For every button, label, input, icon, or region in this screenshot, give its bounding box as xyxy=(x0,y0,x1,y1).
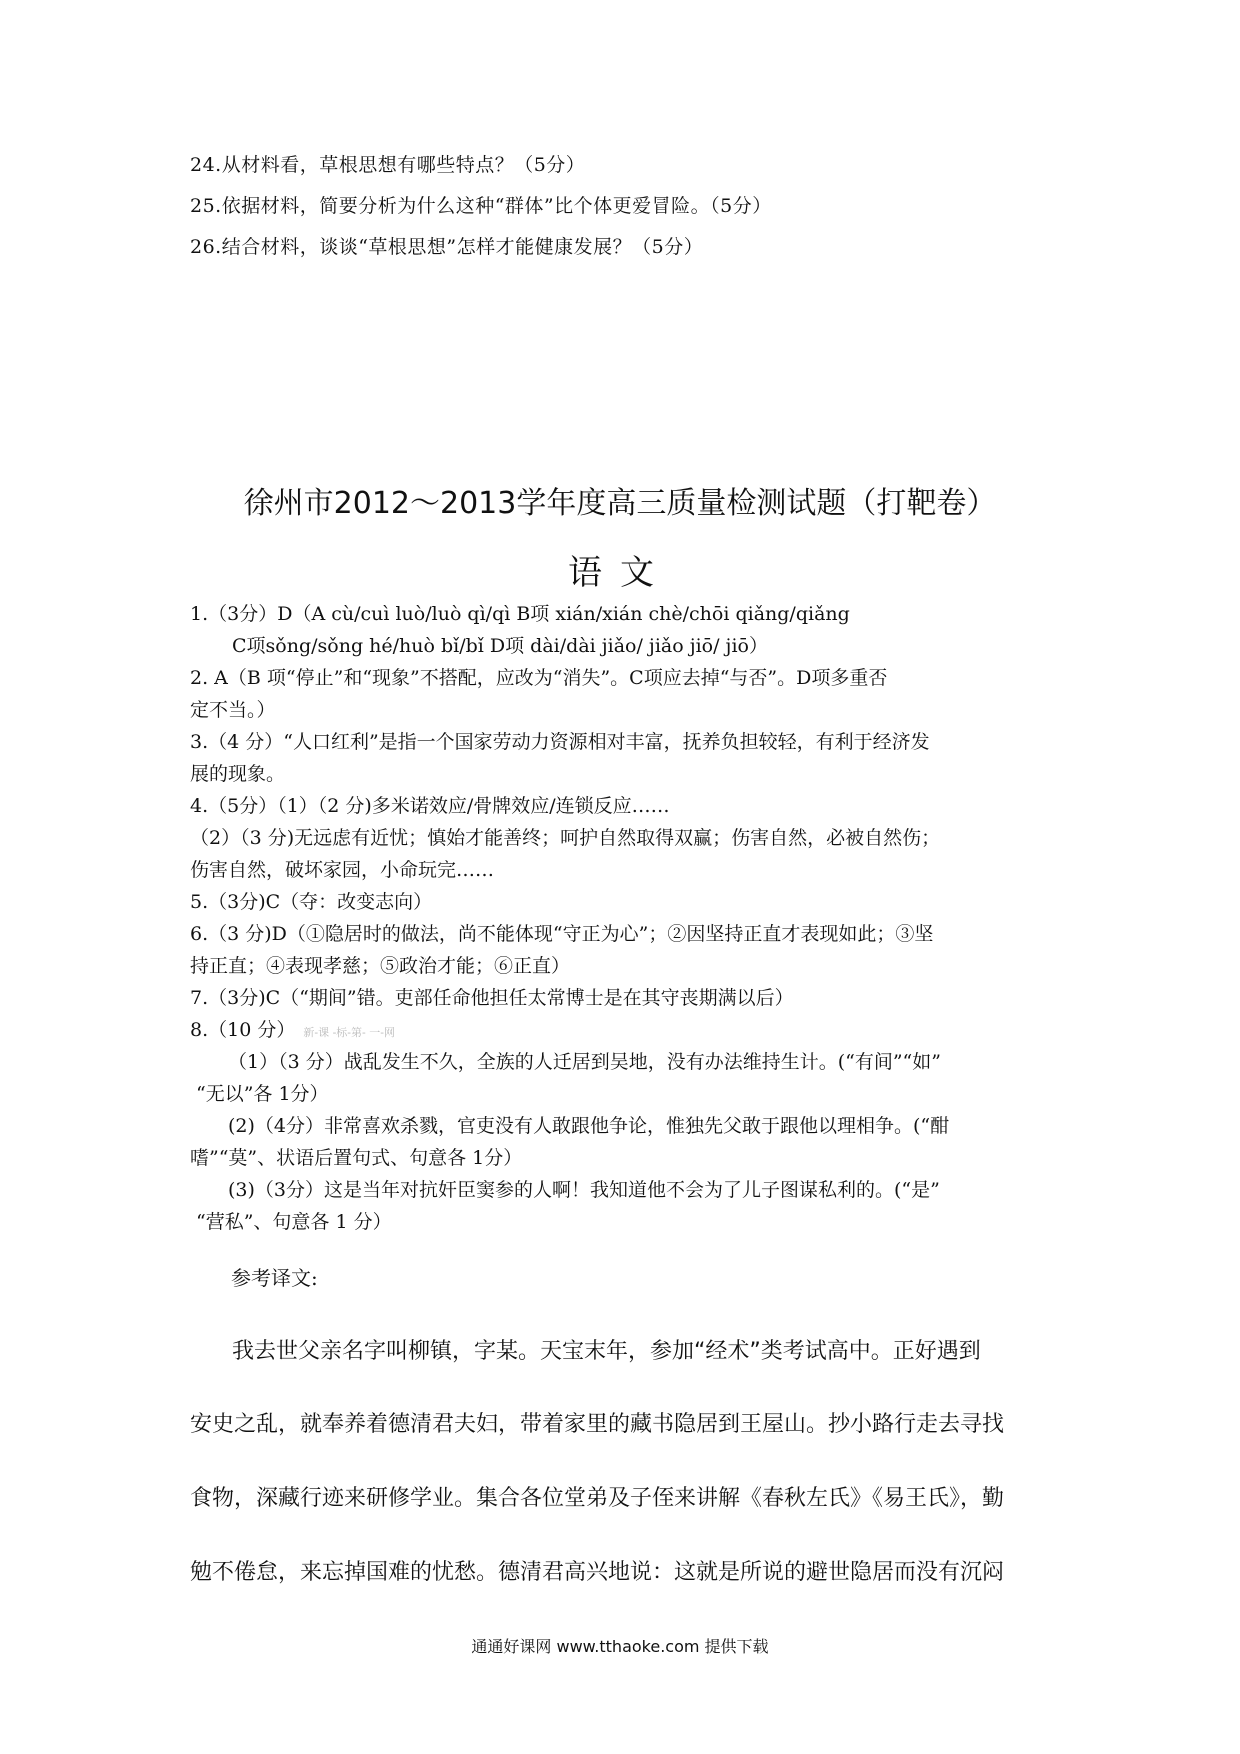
answer-3-line-2: 展的现象。 xyxy=(190,763,286,785)
question-25: 25.依据材料，简要分析为什么这种“群体”比个体更爱冒险。（5分） xyxy=(190,195,772,217)
answer-4-line-1: 4.（5分）（1）（2 分)多米诺效应/骨牌效应/连锁反应…… xyxy=(190,795,670,817)
answer-8: 8.（10 分） xyxy=(190,1019,296,1041)
translation-line-4: 勉不倦怠，来忘掉国难的忧愁。德清君高兴地说：这就是所说的避世隐居而没有沉闷 xyxy=(190,1560,1005,1585)
answer-8-line xyxy=(190,1014,1070,1046)
answer-key xyxy=(190,598,1070,1238)
answer-8-2-line-1: (2)（4分）非常喜欢杀戮，官吏没有人敢跟他争论，惟独先父敢于跟他以理相争。(“酣 xyxy=(228,1115,950,1137)
answer-2-line-2: 定不当。） xyxy=(190,699,276,721)
subject-heading: 语文 xyxy=(568,553,672,593)
answer-8-2-line-2: 嗜”“莫”、状语后置句式、句意各 1分） xyxy=(190,1147,523,1169)
footer-credit: 通通好课网 www.tthaoke.com 提供下载 xyxy=(471,1637,769,1656)
answer-4-line-3: 伤害自然，破坏家园，小命玩完…… xyxy=(190,859,495,881)
reference-translation-heading: 参考译文: xyxy=(231,1266,318,1290)
answer-4-line-2: （2）（3 分)无远虑有近忧；慎始才能善终；呵护自然取得双赢；伤害自然，必被自然伤； xyxy=(190,827,941,849)
answer-2-line-1: 2. A（B 项“停止”和“现象”不搭配，应改为“消失”。C项应去掉“与否”。D项多重否 xyxy=(190,667,888,689)
translation-line-2: 安史之乱，就奉养着德清君夫妇，带着家里的藏书隐居到王屋山。抄小路行走去寻找 xyxy=(190,1412,1005,1437)
translation-line-3: 食物，深藏行迹来研修学业。集合各位堂弟及子侄来讲解《春秋左氏》《易王氏》，勤 xyxy=(190,1486,1005,1511)
answer-3-line-1: 3.（4 分）“人口红利”是指一个国家劳动力资源相对丰富，抚养负担较轻，有利于经济发 xyxy=(190,731,930,753)
answer-1-line-1: 1.（3分）D（A cù/cuì luò/luò qì/qì B项 xián/xián chè/chōi qiǎng/qiǎng xyxy=(190,603,850,625)
question-26: 26.结合材料，谈谈“草根思想”怎样才能健康发展？（5分） xyxy=(190,236,704,258)
watermark-text: 新-课 -标-第- 一-网 xyxy=(303,1026,395,1039)
answer-5: 5.（3分)C（夺：改变志向） xyxy=(190,891,433,913)
answer-8-3-line-1: (3)（3分）这是当年对抗奸臣窦参的人啊！我知道他不会为了儿子图谋私利的。(“是” xyxy=(228,1179,940,1201)
answer-8-1-line-1: （1）（3 分）战乱发生不久，全族的人迁居到吴地，没有办法维持生计。(“有间”“如” xyxy=(228,1051,941,1073)
answer-8-1-line-2: “无以”各 1分） xyxy=(196,1083,329,1105)
answer-1-line-2: C项sǒng/sǒng hé/huò bǐ/bǐ D项 dài/dài jiǎo/ jiǎo jiō/ jiō） xyxy=(232,635,768,657)
translation-line-1: 我去世父亲名字叫柳镇，字某。天宝末年，参加“经术”类考试高中。正好遇到 xyxy=(232,1339,981,1364)
answer-8-3-line-2: “营私”、句意各 1 分） xyxy=(196,1211,392,1233)
question-24: 24.从材料看，草根思想有哪些特点？（5分） xyxy=(190,154,586,176)
answer-7: 7.（3分)C（“期间”错。吏部任命他担任太常博士是在其守丧期满以后） xyxy=(190,987,794,1009)
answer-6-line-2: 持正直；④表现孝慈；⑤政治才能；⑥正直） xyxy=(190,955,571,977)
exam-title: 徐州市2012～2013学年度高三质量检测试题（打靶卷） xyxy=(243,486,997,521)
answer-6-line-1: 6.（3 分)D（①隐居时的做法，尚不能体现“守正为心”；②因坚持正直才表现如此；③坚 xyxy=(190,923,934,945)
